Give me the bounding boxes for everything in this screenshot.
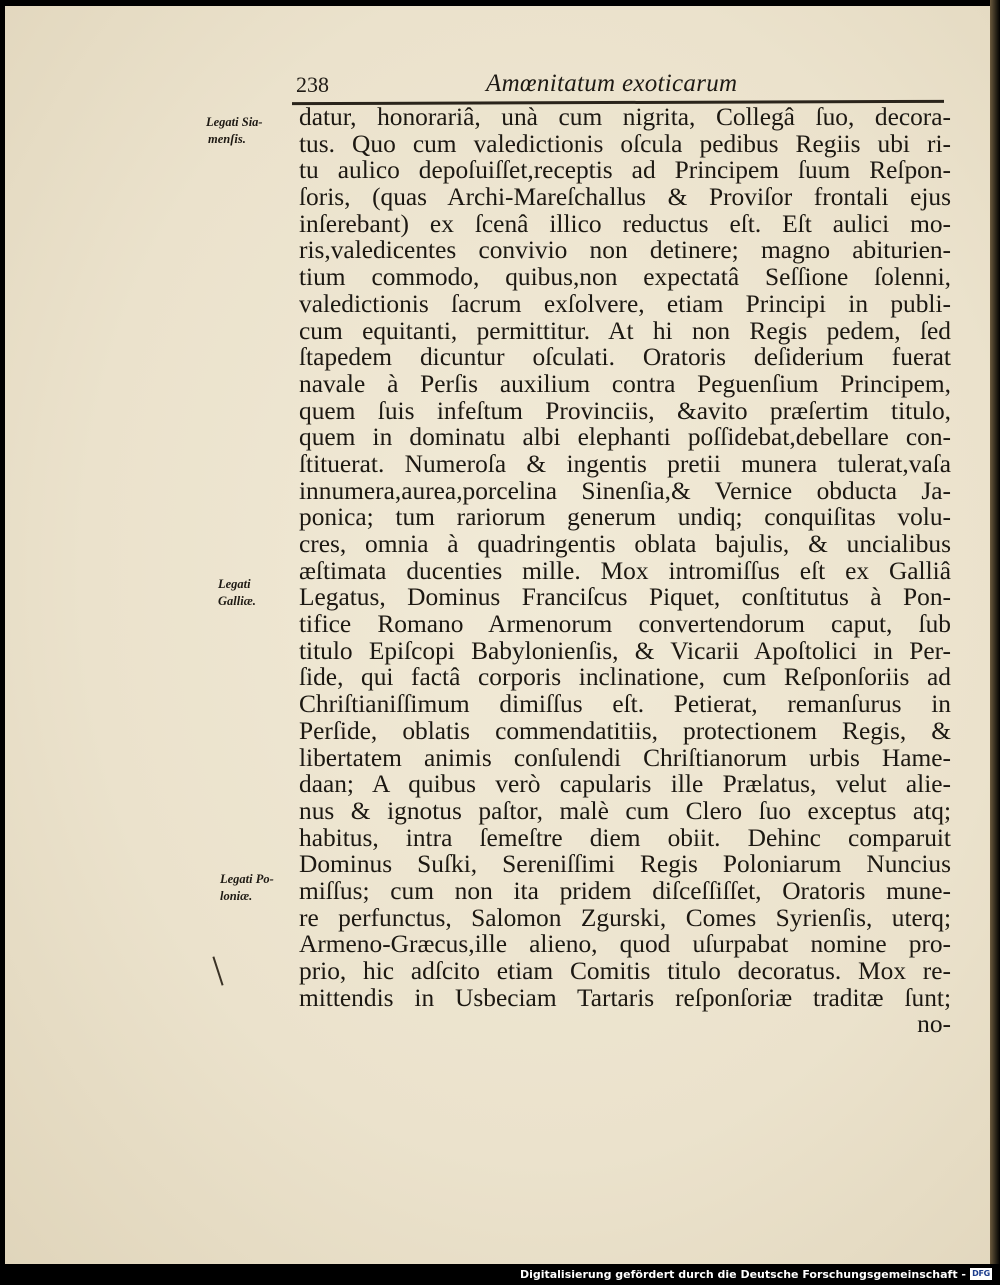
margin-note-legati-siamensis	[206, 114, 263, 148]
running-head: Amœnitatum exoticarum	[486, 70, 738, 97]
text-line: libertatem animis conſulendi Chriſtianorum urbis Hame-	[299, 743, 951, 772]
margin-note-line: loniæ.	[220, 889, 253, 903]
text-line: cres, omnia à quadringentis oblata bajulis, & uncialibus	[299, 530, 951, 558]
funding-notice: Digitalisierung gefördert durch die Deutsche Forschungsgemeinschaft -	[519, 1268, 966, 1281]
body-text	[299, 104, 951, 1038]
text-line: tifice Romano Armenorum convertendorum caput, ſub	[299, 610, 951, 639]
text-line: quem in dominatu albi elephanti poſſidebat,debellare con-	[299, 423, 951, 452]
text-line: ſtituerat. Numeroſa & ingentis pretii munera tulerat,vaſa	[299, 449, 951, 478]
margin-note-line: Legati Po-	[220, 872, 274, 886]
margin-note-line: Galliæ.	[218, 594, 256, 608]
text-line: cum equitanti, permittitur. At hi non Regis pedem, ſed	[299, 316, 951, 345]
text-line: no-	[917, 1010, 951, 1039]
page-edge-shadow	[990, 0, 1000, 1265]
text-line: ſide, qui factâ corporis inclinatione, cum Reſponſoriis ad	[299, 663, 951, 692]
text-line: daan; A quibus verò capularis ille Prælatus, velut alie-	[299, 770, 951, 799]
text-line: re perfunctus, Salomon Zgurski, Comes Syrienſis, uterq;	[299, 903, 951, 932]
text-line: æſtimata ducenties mille. Mox intromiſſus eſt ex Galliâ	[299, 556, 951, 585]
margin-note-line: menſis.	[208, 132, 246, 146]
text-line: habitus, intra ſemeſtre diem obiit. Dehinc comparuit	[299, 823, 951, 852]
page-number: 238	[296, 72, 329, 97]
text-line: innumera,aurea,porcelina Sinenſia,& Vernice obducta Ja-	[299, 476, 951, 505]
text-line: inſerebant) ex ſcenâ illico reductus eſt. Eſt aulici mo-	[299, 209, 951, 238]
text-line: tus. Quo cum valedictionis oſcula pedibus Regiis ubi ri-	[299, 129, 951, 158]
text-line: valedictionis ſacrum exſolvere, etiam Principi in publi-	[299, 289, 951, 318]
text-line: ponica; tum rariorum generum undiq; conquiſitas volu-	[299, 503, 951, 532]
text-line: Perſide, oblatis commendatitiis, protectionem Regis, &	[299, 716, 951, 745]
margin-note-line: Legati Sia-	[206, 115, 263, 129]
margin-note-legati-poloniae	[220, 871, 274, 905]
text-line: Chriſtianiſſimum dimiſſus eſt. Petierat, remanſurus in	[299, 690, 951, 719]
text-line: tu aulico depoſuiſſet,receptis ad Principem ſuum Reſpon-	[299, 156, 951, 185]
text-line: datur, honorariâ, unà cum nigrita, Collegâ ſuo, decora-	[299, 103, 951, 131]
text-line: mittendis in Usbeciam Tartaris reſponſoriæ traditæ ſunt;	[299, 983, 951, 1012]
text-line: navale à Perſis auxilium contra Peguenſium Principem,	[299, 369, 951, 398]
text-line: ſtapedem dicuntur oſculati. Oratoris deſiderium fuerat	[299, 343, 951, 372]
text-line: titulo Epiſcopi Babylonienſis, & Vicarii Apoſtolici in Per-	[299, 636, 951, 665]
text-line: miſſus; cum non ita pridem diſceſſiſſet, Oratoris mune-	[299, 876, 951, 905]
margin-note-legati-galliae	[218, 576, 256, 610]
text-line: Legatus, Dominus Franciſcus Piquet, conſtitutus à Pon-	[299, 583, 951, 612]
text-line: tium commodo, quibus,non expectatâ Seſſione ſolenni,	[299, 263, 951, 292]
text-line: Armeno-Græcus,ille alieno, quod uſurpabat nomine pro-	[299, 930, 951, 959]
margin-note-line: Legati	[218, 577, 251, 591]
text-line: Dominus Suſki, Sereniſſimi Regis Poloniarum Nuncius	[299, 850, 951, 879]
text-line: nus & ignotus paſtor, malè cum Clero ſuo exceptus atq;	[299, 796, 951, 825]
text-line: ſoris, (quas Archi-Mareſchallus & Proviſor frontali ejus	[299, 183, 951, 212]
text-line: quem ſuis infeſtum Provinciis, &avito præſertim titulo,	[299, 396, 951, 425]
text-line: prio, hic adſcito etiam Comitis titulo decoratus. Mox re-	[299, 957, 951, 985]
text-line: ris,valedicentes convivio non detinere; magno abiturien-	[299, 236, 951, 265]
dfg-logo: DFG	[970, 1268, 992, 1280]
